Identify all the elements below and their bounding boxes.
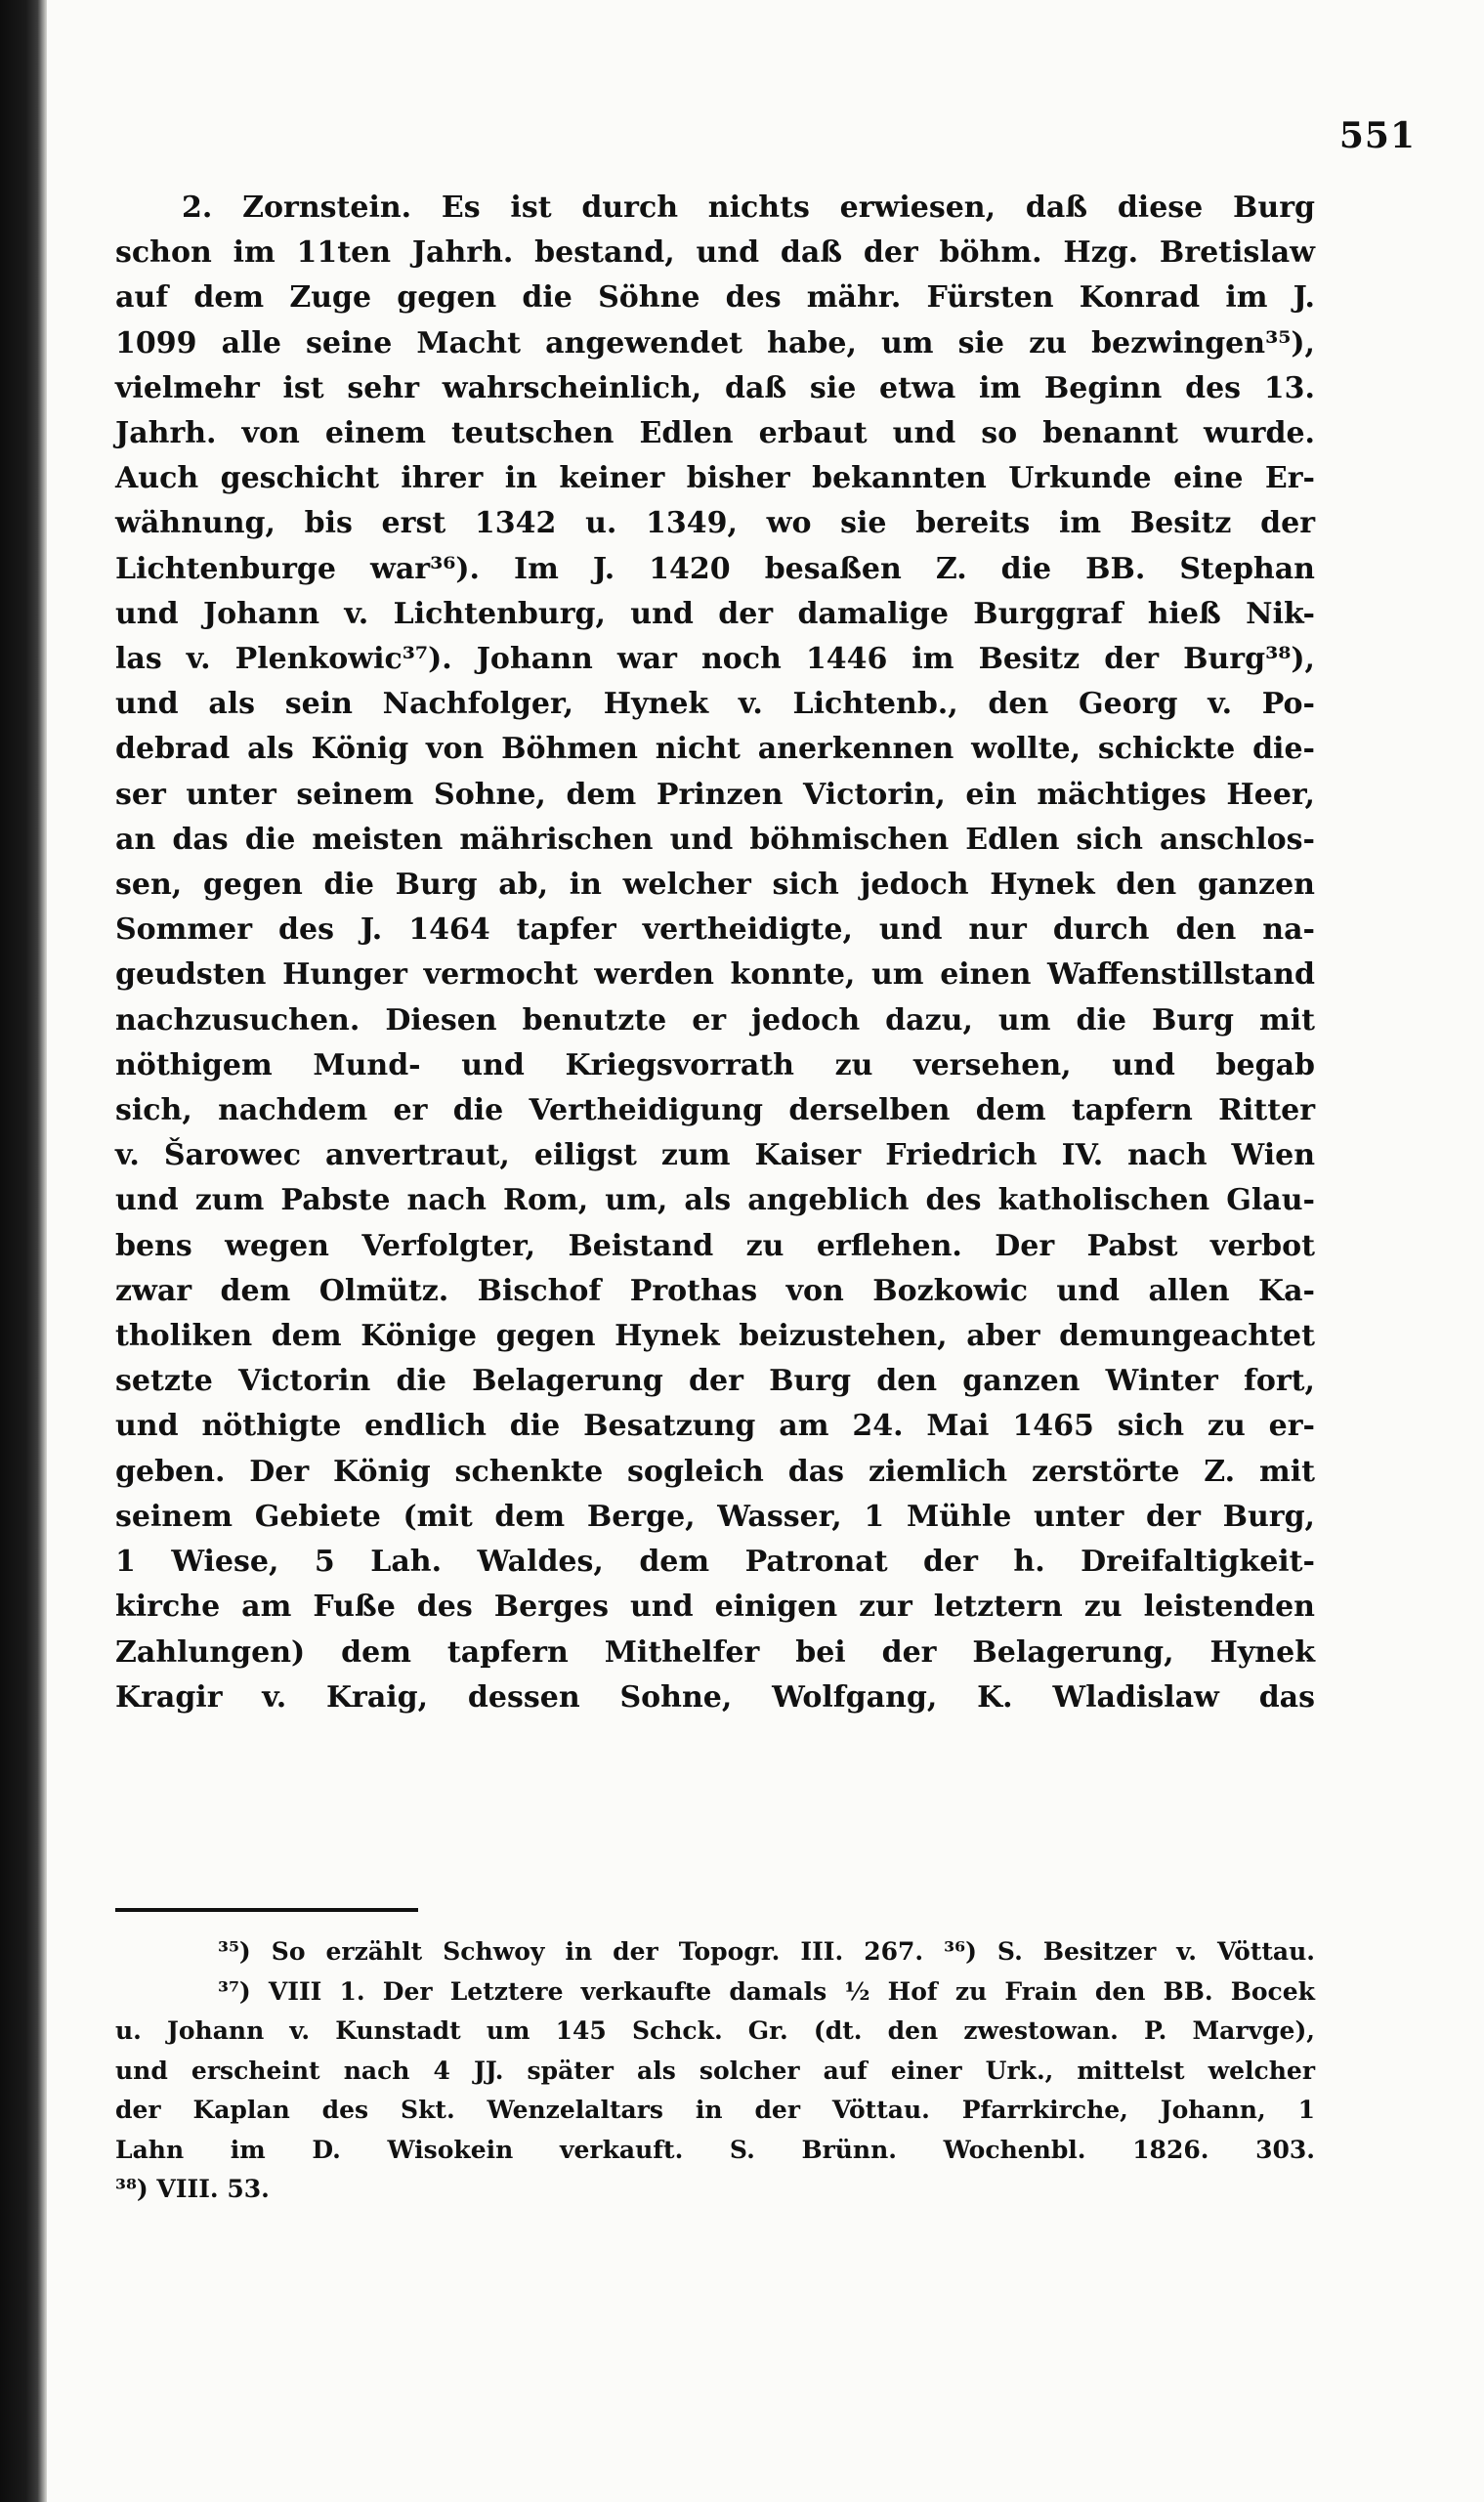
- book-page: [47, 0, 1484, 2502]
- text-line: Lichtenburge war³⁶). Im J. 1420 besaßen Z. die BB. Stephan: [115, 551, 1315, 586]
- page-number: 551: [1338, 115, 1416, 156]
- footnote-line: ³⁵) So erzählt Schwoy in der Topogr. III. 267. ³⁶) S. Besitzer v. Vöttau.: [218, 1937, 1315, 1966]
- text-line: Sommer des J. 1464 tapfer vertheidigte, und nur durch den na-: [115, 912, 1315, 948]
- text-line: Zahlungen) dem tapfern Mithelfer bei der Belagerung, Hynek: [115, 1634, 1315, 1670]
- text-line: und zum Pabste nach Rom, um, als angeblich des katholischen Glau-: [115, 1183, 1315, 1218]
- text-line: tholiken dem Könige gegen Hynek beizustehen, aber demungeachtet: [115, 1319, 1315, 1354]
- text-line: auf dem Zuge gegen die Söhne des mähr. Fürsten Konrad im J.: [115, 280, 1315, 316]
- text-line: 2. Zornstein. Es ist durch nichts erwiesen, daß diese Burg: [182, 191, 1315, 225]
- text-line: zwar dem Olmütz. Bischof Prothas von Bozkowic und allen Ka-: [115, 1273, 1315, 1308]
- text-line: Kragir v. Kraig, dessen Sohne, Wolfgang, K. Wladislaw das: [115, 1679, 1315, 1715]
- text-line: sich, nachdem er die Vertheidigung derselben dem tapfern Ritter: [115, 1093, 1315, 1128]
- footnote-separator: [115, 1908, 418, 1912]
- text-line: und als sein Nachfolger, Hynek v. Lichtenb., den Georg v. Po-: [115, 687, 1315, 722]
- footnote-line: ³⁸) VIII. 53.: [115, 2175, 270, 2203]
- text-line: debrad als König von Böhmen nicht anerkennen wollte, schickte die-: [115, 732, 1315, 767]
- footnote-line: der Kaplan des Skt. Wenzelaltars in der Vöttau. Pfarrkirche, Johann, 1: [115, 2096, 1315, 2124]
- text-line: Auch geschicht ihrer in keiner bisher bekannten Urkunde eine Er-: [115, 461, 1315, 496]
- text-line: kirche am Fuße des Berges und einigen zur letztern zu leistenden: [115, 1590, 1315, 1625]
- scan-binding-edge: [0, 0, 47, 2502]
- text-line: nachzusuchen. Diesen benutzte er jedoch dazu, um die Burg mit: [115, 1002, 1315, 1038]
- footnote-line: Lahn im D. Wisokein verkauft. S. Brünn. Wochenbl. 1826. 303.: [115, 2135, 1315, 2164]
- text-line: setzte Victorin die Belagerung der Burg den ganzen Winter fort,: [115, 1364, 1315, 1399]
- text-line: wähnung, bis erst 1342 u. 1349, wo sie bereits im Besitz der: [115, 506, 1315, 541]
- text-line: las v. Plenkowic³⁷). Johann war noch 1446 im Besitz der Burg³⁸),: [115, 642, 1315, 677]
- text-line: ser unter seinem Sohne, dem Prinzen Victorin, ein mächtiges Heer,: [115, 777, 1315, 812]
- text-line: nöthigem Mund- und Kriegsvorrath zu versehen, und begab: [115, 1047, 1315, 1082]
- text-line: und Johann v. Lichtenburg, und der damalige Burggraf hieß Nik-: [115, 596, 1315, 631]
- text-line: an das die meisten mährischen und böhmischen Edlen sich anschlos-: [115, 822, 1315, 857]
- text-line: geben. Der König schenkte sogleich das ziemlich zerstörte Z. mit: [115, 1454, 1315, 1489]
- footnotes: [115, 1932, 1315, 2210]
- text-line: 1 Wiese, 5 Lah. Waldes, dem Patronat der h. Dreifaltigkeit-: [115, 1545, 1315, 1580]
- footnote-line: ³⁷) VIII 1. Der Letztere verkaufte damals ½ Hof zu Frain den BB. Bocek: [218, 1976, 1315, 2006]
- text-line: geudsten Hunger vermocht werden konnte, um einen Waffenstillstand: [115, 957, 1315, 993]
- text-line: v. Šarowec anvertraut, eiligst zum Kaiser Friedrich IV. nach Wien: [115, 1138, 1315, 1173]
- text-line: und nöthigte endlich die Besatzung am 24. Mai 1465 sich zu er-: [115, 1409, 1315, 1444]
- text-line: sen, gegen die Burg ab, in welcher sich jedoch Hynek den ganzen: [115, 868, 1315, 903]
- text-line: bens wegen Verfolgter, Beistand zu erflehen. Der Pabst verbot: [115, 1228, 1315, 1263]
- text-line: seinem Gebiete (mit dem Berge, Wasser, 1 Mühle unter der Burg,: [115, 1499, 1315, 1534]
- text-line: Jahrh. von einem teutschen Edlen erbaut und so benannt wurde.: [115, 416, 1315, 451]
- main-text: [115, 186, 1315, 1720]
- footnote-line: und erscheint nach 4 JJ. später als solcher auf einer Urk., mittelst welcher: [115, 2056, 1315, 2085]
- text-line: 1099 alle seine Macht angewendet habe, um sie zu bezwingen³⁵),: [115, 325, 1315, 360]
- footnote-line: u. Johann v. Kunstadt um 145 Schck. Gr. (dt. den zwestowan. P. Marvge),: [115, 2016, 1315, 2045]
- text-line: schon im 11ten Jahrh. bestand, und daß der böhm. Hzg. Bretislaw: [115, 235, 1315, 271]
- text-line: vielmehr ist sehr wahrscheinlich, daß sie etwa im Beginn des 13.: [115, 370, 1315, 405]
